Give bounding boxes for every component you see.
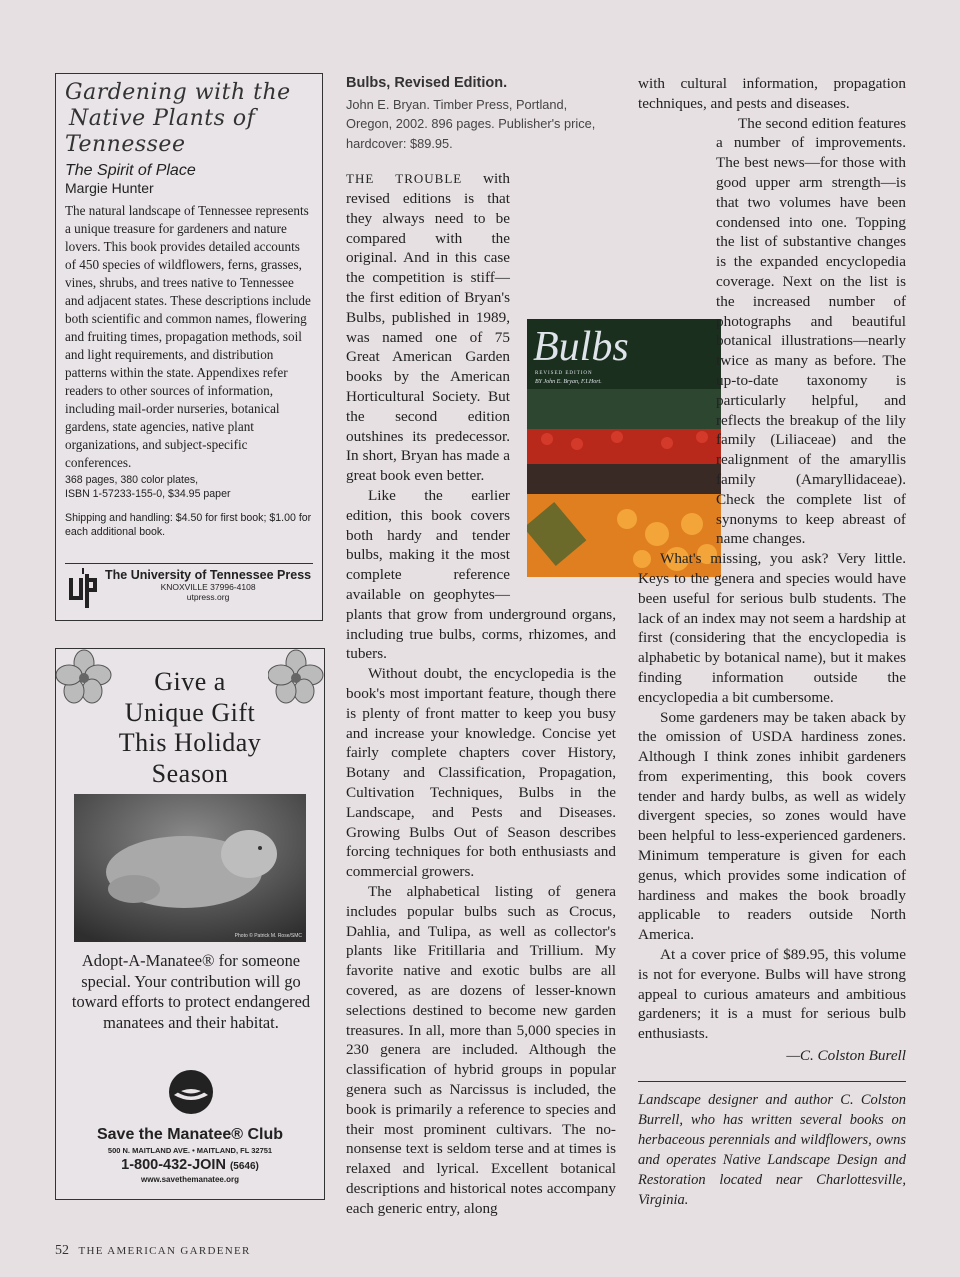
ad-title-line2: Native Plants of xyxy=(69,106,256,131)
headline-line1: Give a xyxy=(154,667,226,696)
cover-author: BY John E. Bryan, F.I.Hort. xyxy=(535,379,602,385)
paragraph-1-text: with revised editions is that they always need to be compared with the original. And in this case the competition is stiff—the first edition of Bryan's Bulbs, published in 1989, was named one of 75 Great American Garden books by the American Horticultural Society. But the second edition outshines its predecessor. In short, Bryan has made a great book even better. xyxy=(346,170,510,485)
review-column-2 xyxy=(638,74,906,1066)
club-phone-digits: (5646) xyxy=(229,1161,259,1172)
ad-title-line1: Gardening with the xyxy=(65,80,291,105)
review-signature: —C. Colston Burell xyxy=(786,1047,906,1065)
review-paragraph-2: Like the earlier edition, this book covers both hardy and tender bulbs, making it the most complete reference available on geophytes—plants that grow from underground organs, including true bulbs, corms, rhizomes, and tubers. xyxy=(346,487,616,663)
page-footer xyxy=(55,1243,251,1259)
club-web: www.savethemanatee.org xyxy=(141,1175,239,1184)
ad-author: Margie Hunter xyxy=(65,180,154,196)
press-web: utpress.org xyxy=(186,592,230,602)
publication-name: THE AMERICAN GARDENER xyxy=(78,1245,251,1257)
manatee-illustration xyxy=(74,794,306,942)
ad-subtitle: The Spirit of Place xyxy=(65,162,196,179)
review-paragraph-8: At a cover price of $89.95, this volume is not for everyone. Bulbs will have strong appeal to curious amateurs and ambitious gardeners; it is a must for serious bulb enthusiasts. xyxy=(638,946,906,1043)
review-paragraph-7: Some gardeners may be taken aback by the omission of USDA hardiness zones. Although I think zones inhibit gardeners from experimenting, this book covers tender and hardy bulbs, as well as widely divergent species, so zones would have been helpful to less-experienced gardeners. Minimum temperature is given for each genus, which provides some indication of hardiness and makes the book broadly applicable to readers outside North America. xyxy=(638,708,906,944)
club-name: Save the Manatee® Club xyxy=(96,1126,284,1143)
book-info: John E. Bryan. Timber Press, Portland, Oregon, 2002. 896 pages. Publisher's price, hardcover: $89.95. xyxy=(346,96,596,151)
review-paragraph-3: Without doubt, the encyclopedia is the book's most important feature, though there is plenty of front matter to keep you busy and increase your knowledge. Concise yet fairly complete chapters cover History, Botany and Classification, Propagation, Cultivation Techniques, Bulbs in the Landscape, and Pests and Diseases. Growing Bulbs Out of Season describes forcing techniques for both enthusiasts and commercial growers. xyxy=(346,665,616,881)
club-address: 500 N. MAITLAND AVE. • MAITLAND, FL 32751 xyxy=(107,1146,273,1155)
photo-credit: Photo © Patrick M. Rose/SMC xyxy=(234,933,302,939)
page-number: 52 xyxy=(55,1243,69,1258)
club-phone-number: 1-800-432-JOIN xyxy=(121,1157,226,1173)
manatee-photo xyxy=(74,794,306,942)
club-phone xyxy=(56,1157,324,1173)
cover-edition: REVISED EDITION xyxy=(535,371,593,376)
ad-headline xyxy=(56,667,324,789)
headline-line2: Unique Gift xyxy=(124,697,256,727)
ad-script-title xyxy=(65,80,313,158)
press-block xyxy=(65,563,313,610)
ad-specs xyxy=(65,473,313,501)
ad-specs-line1: 368 pages, 380 color plates, xyxy=(65,474,199,486)
book-title: Bulbs, Revised Edition. xyxy=(346,75,508,91)
review-paragraph-6: What's missing, you ask? Very little. Keys to the genera and species would have been useful for serious bulb students. The lack of an index may not seem a hardship at first (considering that the encyclopedia is alphabetic by botanical name), but it makes finding information outside the encyclopedia a bit cumbersome. xyxy=(638,550,906,706)
review-paragraph-4-cont: with cultural information, propagation techniques, and pests and diseases. xyxy=(638,75,906,112)
press-address: KNOXVILLE 37996-4108 xyxy=(160,582,256,592)
cover-title: Bulbs xyxy=(533,324,629,370)
ad-body: Adopt-A-Manatee® for someone special. Your contribution will go toward efforts to protect endangered manatees and their habitat. xyxy=(71,951,311,1032)
ad-shipping: Shipping and handling: $4.50 for first book; $1.00 for each additional book. xyxy=(65,512,312,538)
manatee-club-logo-icon xyxy=(168,1069,214,1115)
review-paragraph-5 xyxy=(638,114,906,550)
cover-wrap-spacer xyxy=(612,274,716,534)
reviewer-bio: Landscape designer and author C. Colston Burrell, who has written several books on herbaceous perennials and wildflowers, owns and operates Native Landscape Design and Restoration located near Charlottesville, Virginia. xyxy=(638,1081,906,1210)
press-name: The University of Tennessee Press xyxy=(105,568,312,582)
paragraph-5-text: The second edition features a number of improvements. The best news—for those with good upper arm strength—is that two volumes have been condensed into one. Topping the list of substantive changes is the expanded encyclopedia coverage. Next on the list is the increased number of photographs and beautiful botanical illustrations—nearly twice as many as before. The up-to-date taxonomy is particularly helpful, and reflects the breakup of the lily family (Liliaceae) and the realignment of the amaryllis family (Amaryllidaceae). Check the complete list of synonyms to keep abreast of name changes. xyxy=(716,114,906,548)
ad-description: The natural landscape of Tennessee represents a unique treasure for gardeners and nature lovers. This book provides detailed accounts of 450 species of wildflowers, ferns, grasses, vines, shrubs, and trees native to Tennessee and adjacent states. These descriptions include both scientific and common names, flowering and fruiting times, propagation methods, soil and light requirements, and distribution patterns within the state. Appendixes refer readers to other sources of information, including mail-order nurseries, botanical gardens, state agencies, native plant organizations, and subject-specific conferences. xyxy=(65,203,311,470)
manatee-ad xyxy=(55,648,325,1200)
headline-line3: This Holiday xyxy=(118,728,262,757)
utp-logo-icon xyxy=(65,568,101,610)
lead-words: THE TROUBLE xyxy=(346,171,463,187)
review-paragraph-4: The alphabetical listing of genera includes popular bulbs such as Crocus, Dahlia, and Tulipa, as well as collector's plants like Fritillaria and Trillium. My favorite native and exotic bulbs are all covered, as are dozens of lesser-known selections destined to become new garden treasures. In all, more than 5,000 species in 230 genera are included. Although the classification of hybrid groups in popular genera such as Narcissus is included, the book is primarily a reference to species and their most prominent cultivars. The no-nonsense text is seldom terse and at times is relaxed and lyrical. Excellent botanical descriptions and historical notes accompany each generic entry, along xyxy=(346,882,616,1217)
ad-title-line3: Tennessee xyxy=(65,132,186,157)
ad-specs-line2: ISBN 1-57233-155-0, $34.95 paper xyxy=(65,488,231,500)
tennessee-book-ad xyxy=(55,73,323,621)
review-column-1 xyxy=(346,74,616,1219)
headline-line4: Season xyxy=(151,758,229,788)
